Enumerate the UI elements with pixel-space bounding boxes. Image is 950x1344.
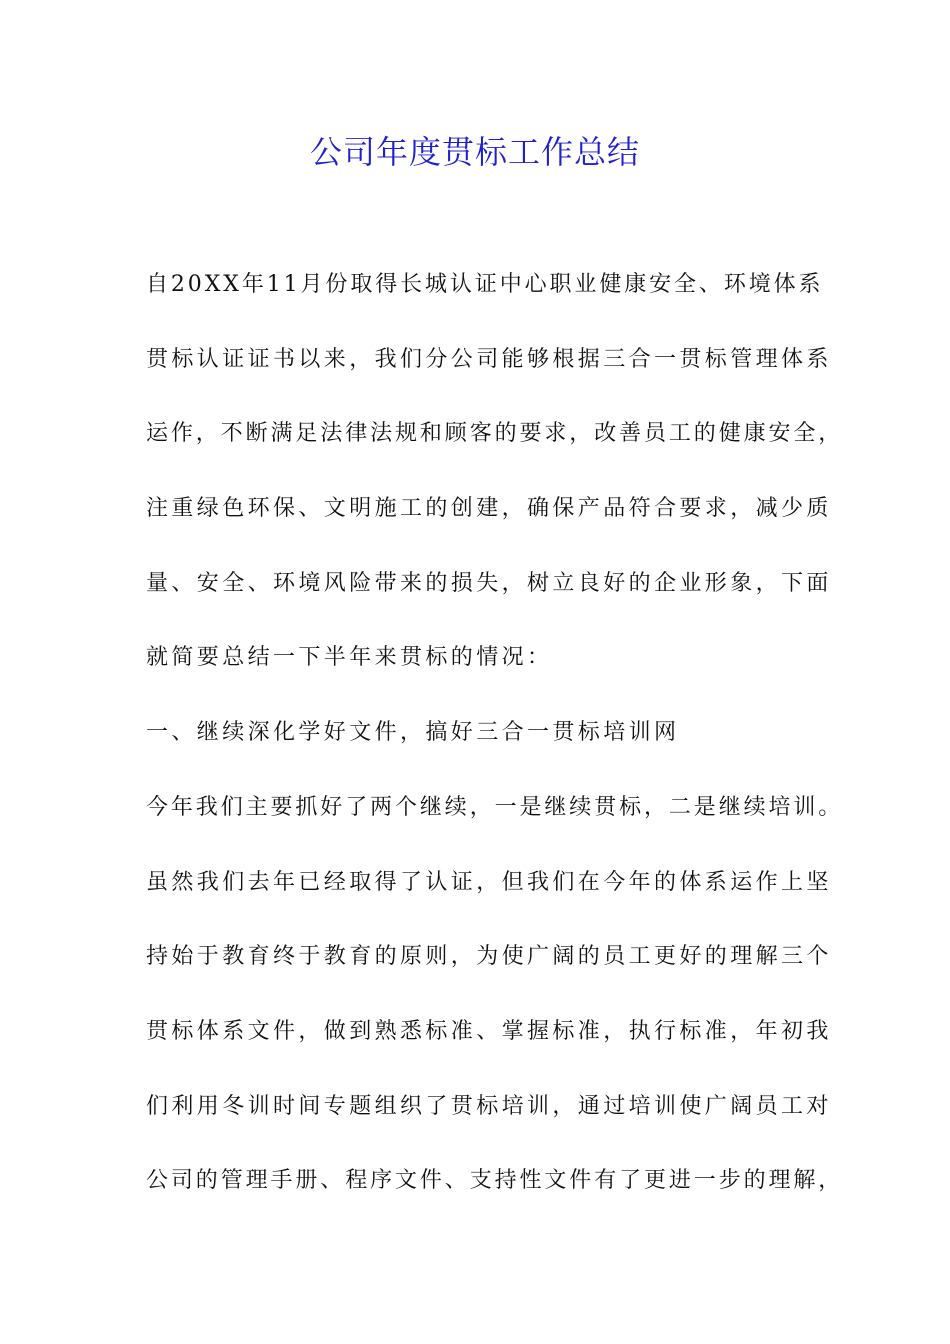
body-line-2: 贯标认证证书以来，我们分公司能够根据三合一贯标管理体系 (146, 346, 832, 372)
document-title: 公司年度贯标工作总结 (309, 133, 640, 171)
body-line-5: 量、安全、环境风险带来的损失，树立良好的企业形象，下面 (146, 570, 832, 596)
section-heading-1: 一、继续深化学好文件，搞好三合一贯标培训网 (146, 720, 680, 746)
body-line-8: 虽然我们去年已经取得了认证，但我们在今年的体系运作上坚 (146, 869, 832, 895)
body-line-4: 注重绿色环保、文明施工的创建，确保产品符合要求，减少质 (146, 496, 832, 522)
body-line-7: 今年我们主要抓好了两个继续，一是继续贯标，二是继续培训。 (146, 794, 844, 820)
body-line-6: 就简要总结一下半年来贯标的情况： (146, 645, 553, 671)
body-line-9: 持始于教育终于教育的原则，为使广阔的员工更好的理解三个 (146, 944, 832, 970)
body-line-11: 们利用冬训时间专题组织了贯标培训，通过培训使广阔员工对 (146, 1093, 832, 1119)
body-line-12: 公司的管理手册、程序文件、支持性文件有了更进一步的理解， (146, 1168, 844, 1194)
body-line-1: 自20XX年11月份取得长城认证中心职业健康安全、环境体系 (146, 272, 824, 297)
body-line-3: 运作，不断满足法律法规和顾客的要求，改善员工的健康安全， (146, 421, 844, 447)
document-body (146, 262, 844, 1233)
body-line-10: 贯标体系文件，做到熟悉标准、掌握标准，执行标准，年初我 (146, 1018, 832, 1044)
